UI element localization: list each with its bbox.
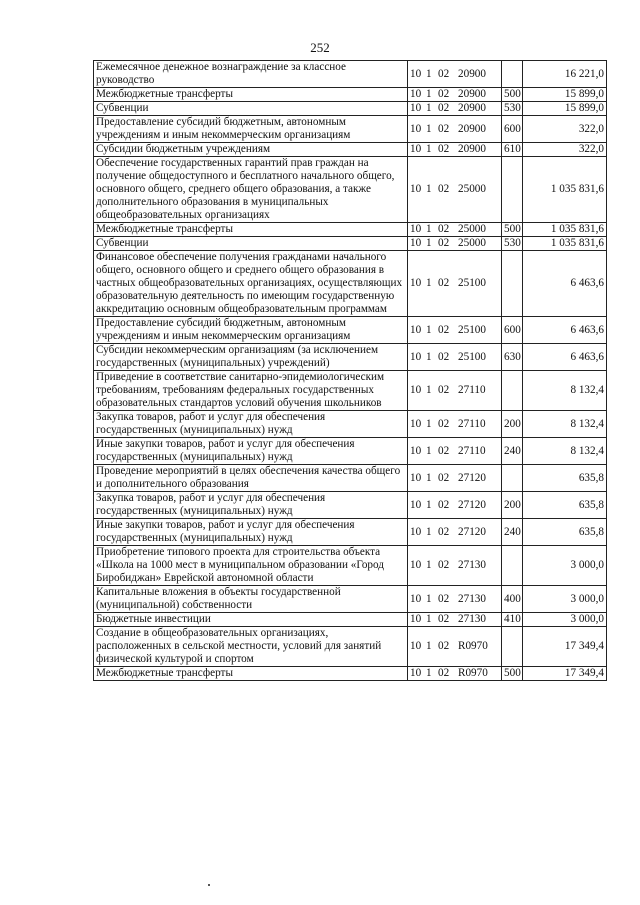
target-article-code: 20900 bbox=[458, 143, 486, 155]
target-article-code: R0970 bbox=[458, 667, 488, 679]
subsection-code: 02 bbox=[438, 417, 450, 430]
subsection-code: 02 bbox=[438, 498, 450, 511]
row-code bbox=[408, 667, 502, 681]
row-code bbox=[408, 143, 502, 157]
section-code: 10 bbox=[410, 237, 422, 249]
expense-type-code bbox=[502, 251, 523, 317]
subsection-prefix: 1 bbox=[426, 223, 432, 235]
table-row bbox=[94, 143, 607, 157]
section-code: 10 bbox=[410, 417, 422, 430]
subsection-prefix: 1 bbox=[426, 471, 432, 484]
table-row bbox=[94, 61, 607, 88]
target-article-code: 27130 bbox=[458, 592, 486, 605]
scan-speck bbox=[208, 884, 210, 886]
subsection-prefix: 1 bbox=[426, 183, 432, 195]
target-article-code: 25100 bbox=[458, 323, 486, 336]
subsection-code: 02 bbox=[438, 640, 450, 652]
row-code bbox=[408, 492, 502, 519]
target-article-code: 25100 bbox=[458, 277, 486, 289]
row-amount: 1 035 831,6 bbox=[523, 223, 607, 237]
row-amount: 8 132,4 bbox=[523, 371, 607, 411]
subsection-code: 02 bbox=[438, 143, 450, 155]
row-code bbox=[408, 519, 502, 546]
row-name: Ежемесячное денежное вознаграждение за классное руководство bbox=[94, 61, 408, 88]
expense-type-code: 530 bbox=[502, 102, 523, 116]
subsection-code: 02 bbox=[438, 471, 450, 484]
expense-type-code: 600 bbox=[502, 317, 523, 344]
subsection-prefix: 1 bbox=[426, 384, 432, 396]
target-article-code: 25000 bbox=[458, 237, 486, 249]
subsection-code: 02 bbox=[438, 444, 450, 457]
subsection-code: 02 bbox=[438, 237, 450, 249]
row-code bbox=[408, 465, 502, 492]
expense-type-code bbox=[502, 627, 523, 667]
subsection-code: 02 bbox=[438, 613, 450, 625]
subsection-prefix: 1 bbox=[426, 417, 432, 430]
section-code: 10 bbox=[410, 67, 422, 80]
subsection-prefix: 1 bbox=[426, 102, 432, 114]
target-article-code: 27110 bbox=[458, 384, 486, 396]
subsection-prefix: 1 bbox=[426, 323, 432, 336]
row-code bbox=[408, 157, 502, 223]
subsection-code: 02 bbox=[438, 277, 450, 289]
target-article-code: 25000 bbox=[458, 183, 486, 195]
row-amount: 3 000,0 bbox=[523, 586, 607, 613]
row-code bbox=[408, 88, 502, 102]
table-row bbox=[94, 88, 607, 102]
row-code bbox=[408, 411, 502, 438]
budget-table-body bbox=[94, 61, 607, 681]
row-amount: 635,8 bbox=[523, 519, 607, 546]
table-row bbox=[94, 251, 607, 317]
section-code: 10 bbox=[410, 223, 422, 235]
page-number: 252 bbox=[310, 40, 330, 55]
row-name: Приобретение типового проекта для строительства объекта «Школа на 1000 мест в муниципальном образовании «Город Биробиджан» Еврейской автономной области bbox=[94, 546, 408, 586]
section-code: 10 bbox=[410, 183, 422, 195]
table-row bbox=[94, 237, 607, 251]
expense-type-code: 630 bbox=[502, 344, 523, 371]
target-article-code: 27130 bbox=[458, 613, 486, 625]
section-code: 10 bbox=[410, 102, 422, 114]
expense-type-code: 400 bbox=[502, 586, 523, 613]
target-article-code: 27120 bbox=[458, 525, 486, 538]
row-name: Создание в общеобразовательных организациях, расположенных в сельской местности, условий для занятий физической культурой и спортом bbox=[94, 627, 408, 667]
row-code bbox=[408, 251, 502, 317]
row-amount: 3 000,0 bbox=[523, 546, 607, 586]
section-code: 10 bbox=[410, 122, 422, 135]
table-row bbox=[94, 371, 607, 411]
table-row bbox=[94, 465, 607, 492]
row-amount: 17 349,4 bbox=[523, 627, 607, 667]
subsection-code: 02 bbox=[438, 323, 450, 336]
expense-type-code bbox=[502, 465, 523, 492]
row-amount: 635,8 bbox=[523, 465, 607, 492]
section-code: 10 bbox=[410, 525, 422, 538]
row-code bbox=[408, 317, 502, 344]
table-row bbox=[94, 344, 607, 371]
row-name: Предоставление субсидий бюджетным, автономным учреждениям и иным некоммерческим организациям bbox=[94, 116, 408, 143]
section-code: 10 bbox=[410, 667, 422, 679]
row-amount: 16 221,0 bbox=[523, 61, 607, 88]
subsection-prefix: 1 bbox=[426, 667, 432, 679]
row-name: Субвенции bbox=[94, 102, 408, 116]
subsection-prefix: 1 bbox=[426, 525, 432, 538]
target-article-code: 20900 bbox=[458, 88, 486, 100]
table-row bbox=[94, 438, 607, 465]
subsection-prefix: 1 bbox=[426, 640, 432, 652]
table-row bbox=[94, 116, 607, 143]
section-code: 10 bbox=[410, 323, 422, 336]
row-amount: 15 899,0 bbox=[523, 102, 607, 116]
subsection-code: 02 bbox=[438, 122, 450, 135]
row-name: Субвенции bbox=[94, 237, 408, 251]
table-row bbox=[94, 627, 607, 667]
subsection-prefix: 1 bbox=[426, 592, 432, 605]
subsection-code: 02 bbox=[438, 102, 450, 114]
target-article-code: R0970 bbox=[458, 640, 488, 652]
expense-type-code: 200 bbox=[502, 492, 523, 519]
target-article-code: 27110 bbox=[458, 444, 486, 457]
section-code: 10 bbox=[410, 592, 422, 605]
subsection-prefix: 1 bbox=[426, 498, 432, 511]
expense-type-code: 200 bbox=[502, 411, 523, 438]
section-code: 10 bbox=[410, 350, 422, 363]
row-name: Межбюджетные трансферты bbox=[94, 667, 408, 681]
expense-type-code: 240 bbox=[502, 519, 523, 546]
row-amount: 3 000,0 bbox=[523, 613, 607, 627]
row-amount: 1 035 831,6 bbox=[523, 237, 607, 251]
subsection-code: 02 bbox=[438, 223, 450, 235]
subsection-code: 02 bbox=[438, 592, 450, 605]
row-code bbox=[408, 438, 502, 465]
row-name: Закупка товаров, работ и услуг для обеспечения государственных (муниципальных) нужд bbox=[94, 411, 408, 438]
row-amount: 322,0 bbox=[523, 143, 607, 157]
target-article-code: 25000 bbox=[458, 223, 486, 235]
row-name: Межбюджетные трансферты bbox=[94, 88, 408, 102]
row-name: Проведение мероприятий в целях обеспечения качества общего и дополнительного образования bbox=[94, 465, 408, 492]
subsection-prefix: 1 bbox=[426, 350, 432, 363]
budget-table bbox=[93, 60, 607, 681]
row-code bbox=[408, 546, 502, 586]
expense-type-code: 500 bbox=[502, 223, 523, 237]
row-amount: 1 035 831,6 bbox=[523, 157, 607, 223]
row-code bbox=[408, 344, 502, 371]
row-amount: 635,8 bbox=[523, 492, 607, 519]
expense-type-code bbox=[502, 546, 523, 586]
row-code bbox=[408, 61, 502, 88]
expense-type-code bbox=[502, 157, 523, 223]
target-article-code: 20900 bbox=[458, 122, 486, 135]
row-name: Капитальные вложения в объекты государственной (муниципальной) собственности bbox=[94, 586, 408, 613]
table-row bbox=[94, 492, 607, 519]
table-row bbox=[94, 317, 607, 344]
row-name: Обеспечение государственных гарантий прав граждан на получение общедоступного и бесплатного начального общего, основного общего, среднего общего образования, а также дополнительного образования в муниципальных общеобразовательных организациях bbox=[94, 157, 408, 223]
expense-type-code: 240 bbox=[502, 438, 523, 465]
row-amount: 8 132,4 bbox=[523, 438, 607, 465]
table-row bbox=[94, 223, 607, 237]
row-amount: 8 132,4 bbox=[523, 411, 607, 438]
row-code bbox=[408, 586, 502, 613]
row-name: Иные закупки товаров, работ и услуг для обеспечения государственных (муниципальных) нужд bbox=[94, 438, 408, 465]
row-amount: 15 899,0 bbox=[523, 88, 607, 102]
subsection-prefix: 1 bbox=[426, 143, 432, 155]
expense-type-code: 610 bbox=[502, 143, 523, 157]
table-row bbox=[94, 586, 607, 613]
row-name: Межбюджетные трансферты bbox=[94, 223, 408, 237]
table-row bbox=[94, 613, 607, 627]
subsection-prefix: 1 bbox=[426, 559, 432, 571]
row-amount: 322,0 bbox=[523, 116, 607, 143]
row-code bbox=[408, 613, 502, 627]
row-code bbox=[408, 627, 502, 667]
section-code: 10 bbox=[410, 471, 422, 484]
row-code bbox=[408, 116, 502, 143]
subsection-prefix: 1 bbox=[426, 88, 432, 100]
target-article-code: 27130 bbox=[458, 559, 486, 571]
table-row bbox=[94, 157, 607, 223]
row-name: Финансовое обеспечение получения гражданами начального общего, основного общего и среднего общего образования в частных общеобразовательных организациях, осуществляющих образовательную деятельность по имеющим государственную аккредитацию основным общеобразовательным программам bbox=[94, 251, 408, 317]
subsection-prefix: 1 bbox=[426, 613, 432, 625]
subsection-code: 02 bbox=[438, 350, 450, 363]
row-name: Закупка товаров, работ и услуг для обеспечения государственных (муниципальных) нужд bbox=[94, 492, 408, 519]
table-row bbox=[94, 667, 607, 681]
section-code: 10 bbox=[410, 143, 422, 155]
row-name: Иные закупки товаров, работ и услуг для обеспечения государственных (муниципальных) нужд bbox=[94, 519, 408, 546]
expense-type-code: 500 bbox=[502, 88, 523, 102]
section-code: 10 bbox=[410, 498, 422, 511]
row-name: Субсидии бюджетным учреждениям bbox=[94, 143, 408, 157]
expense-type-code: 600 bbox=[502, 116, 523, 143]
subsection-code: 02 bbox=[438, 88, 450, 100]
subsection-prefix: 1 bbox=[426, 444, 432, 457]
section-code: 10 bbox=[410, 88, 422, 100]
subsection-code: 02 bbox=[438, 525, 450, 538]
subsection-prefix: 1 bbox=[426, 277, 432, 289]
expense-type-code bbox=[502, 371, 523, 411]
section-code: 10 bbox=[410, 277, 422, 289]
expense-type-code: 530 bbox=[502, 237, 523, 251]
row-code bbox=[408, 102, 502, 116]
subsection-prefix: 1 bbox=[426, 237, 432, 249]
row-code bbox=[408, 237, 502, 251]
target-article-code: 27120 bbox=[458, 471, 486, 484]
target-article-code: 27110 bbox=[458, 417, 486, 430]
table-row bbox=[94, 411, 607, 438]
row-name: Приведение в соответствие санитарно-эпидемиологическим требованиям, требованиям федеральных государственных образовательных стандартов условий обучения школьников bbox=[94, 371, 408, 411]
subsection-code: 02 bbox=[438, 667, 450, 679]
table-row bbox=[94, 102, 607, 116]
expense-type-code: 410 bbox=[502, 613, 523, 627]
subsection-prefix: 1 bbox=[426, 122, 432, 135]
row-amount: 6 463,6 bbox=[523, 317, 607, 344]
section-code: 10 bbox=[410, 613, 422, 625]
target-article-code: 27120 bbox=[458, 498, 486, 511]
row-name: Субсидии некоммерческим организациям (за исключением государственных (муниципальных) учреждений) bbox=[94, 344, 408, 371]
subsection-prefix: 1 bbox=[426, 67, 432, 80]
subsection-code: 02 bbox=[438, 559, 450, 571]
row-amount: 6 463,6 bbox=[523, 251, 607, 317]
table-row bbox=[94, 519, 607, 546]
expense-type-code bbox=[502, 61, 523, 88]
subsection-code: 02 bbox=[438, 183, 450, 195]
row-name: Бюджетные инвестиции bbox=[94, 613, 408, 627]
row-code bbox=[408, 223, 502, 237]
expense-type-code: 500 bbox=[502, 667, 523, 681]
subsection-code: 02 bbox=[438, 384, 450, 396]
row-name: Предоставление субсидий бюджетным, автономным учреждениям и иным некоммерческим организациям bbox=[94, 317, 408, 344]
target-article-code: 20900 bbox=[458, 67, 486, 80]
target-article-code: 25100 bbox=[458, 350, 486, 363]
section-code: 10 bbox=[410, 640, 422, 652]
table-row bbox=[94, 546, 607, 586]
section-code: 10 bbox=[410, 559, 422, 571]
target-article-code: 20900 bbox=[458, 102, 486, 114]
section-code: 10 bbox=[410, 444, 422, 457]
row-amount: 17 349,4 bbox=[523, 667, 607, 681]
row-amount: 6 463,6 bbox=[523, 344, 607, 371]
subsection-code: 02 bbox=[438, 67, 450, 80]
row-code bbox=[408, 371, 502, 411]
section-code: 10 bbox=[410, 384, 422, 396]
